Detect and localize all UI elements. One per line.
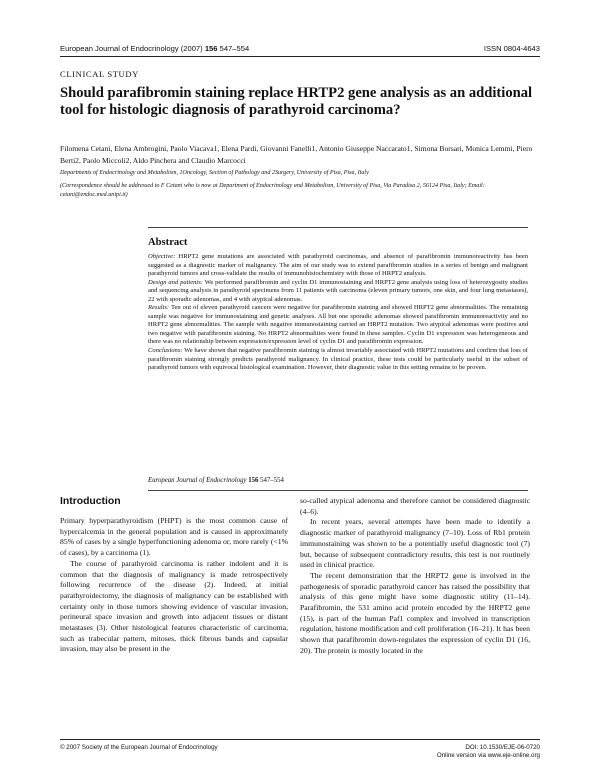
abstract-results [148,304,528,347]
footer-online[interactable]: Online version via www.eje-online.org [436,752,540,760]
correspondence-note: (Correspondence should be addressed to F Cetani who is now at Department of Endocrinology and Metabolism, University of Pisa, Via Paradisa 2, 56124 Pisa, Italy; Email: cetani@endoc.med.unipi.it) [60,183,485,198]
results-text: Ten out of eleven parathyroid cancers were negative for parafibromin staining and showed HRPT2 gene abnormalities. The remaining sample was negative for immunostaining and genetic analyses. All but one sporadic adenomas showed parafibromin immunoreactivity and no HRPT2 gene abnormalities. The sample with negative immunostaining carried an HRPT2 mutation. Two atypical adenomas were positive and two negative with parafibromin staining. No HRPT2 abnormalities were found in these samples. Cyclin D1 expression was heterogeneous and there was no relationship between expression/expression level of cyclin D1 and parafibromin expression. [148,304,528,346]
header-journal: European Journal of Endocrinology (2007) [60,44,203,53]
objective-label: Objective: [148,253,176,260]
abstract-objective [148,253,528,279]
intro-paragraph: The course of parathyroid carcinoma is rather indolent and it is common that the diagnosis of malignancy is made retrospectively following recurrence of the disease (2). Indeed, at initial parathyroidectomy, the diagnosis of malignancy can be established with certainty only in those tumors showing evidence of vascular invasion, perineural space invasion and growth into adjacent tissues or distant metastases (3). Other histological features characteristic of carcinoma, such as trabecular pattern, mitoses, thick fibrous bands and capsular invasion, may also be present in the [60,558,288,654]
introduction-heading: Introduction [60,496,121,507]
running-header-journal [60,44,249,53]
affiliations: Departments of Endocrinology and Metabolism, 1Oncology, Section of Pathology and 2Surgery, University of Pisa, Pisa, Italy [60,170,369,176]
abstract-design [148,279,528,305]
abstract-bottom-divider [148,490,528,491]
header-divider [60,56,540,57]
abstract-body [148,253,528,373]
intro-paragraph: The recent demonstration that the HRPT2 gene is involved in the pathogenesis of sporadic parathyroid cancer has raised the possibility that analysis of this gene might have some diagnostic utility (11–14). Parafibromin, the 531 amino acid protein encoded by the HRPT2 gene (15), is part of the human Paf1 complex and involved in transcription regulation, histone modification and cell proliferation (16–21). It has been shown that parafibromin down-regulates the expression of cyclin D1 (16, 20). The protein is mostly located in the [300,570,530,655]
header-pages: 547–554 [219,44,250,53]
citation-journal: European Journal of Endocrinology [148,477,247,484]
conclusions-text: We have shown that negative parafibromin staining is almost invariably associated with HRPT2 mutations and confirm that loss of parafibromin staining strongly predicts parathyroid malignancy. In clinical practice, these tests could be particularly useful in the subset of parathyroid tumors with equivocal histological examination. However, their diagnostic value in this setting remains to be proven. [148,347,528,372]
design-label: Design and patients: [148,278,203,286]
results-label: Results: [148,304,170,312]
citation-pages: 547–554 [260,477,284,484]
section-label: CLINICAL STUDY [60,69,139,79]
footer-copyright: © 2007 Society of the European Journal of Endocrinology [60,744,218,751]
citation-volume: 156 [248,477,259,484]
author-list: Filomena Cetani, Elena Ambrogini, Paolo Viacava1, Elena Pardi, Giovanni Fanelli1, Antonio Giuseppe Naccarato1, Simona Borsari, Monica Lemmi, Piero Berti2, Paolo Miccoli2, Aldo Pinchera and Claudio Marcocci [60,144,533,165]
header-volume: 156 [204,44,218,53]
header-issn: ISSN 0804-4643 [483,44,540,53]
conclusions-label: Conclusions: [148,347,183,355]
body-column-left [60,516,288,655]
design-text: We performed parafibromin and cyclin D1 immunostaining and HRPT2 gene analysis using loss of heterozygosity studies and sequencing analysis in parathyroid specimens from 11 patients with carcinoma (eleven primary tumors, one skin, and four lung metastases), 22 with sporadic adenomas, and 4 with atypical adenomas. [148,278,528,303]
footer-right [437,744,540,760]
abstract-conclusions [148,347,528,373]
body-column-right [300,496,530,657]
abstract-heading: Abstract [148,237,188,248]
footer-doi: DOI: 10.1530/EJE-06-0720 [465,744,540,751]
intro-paragraph: Primary hyperparathyroidism (PHPT) is the most common cause of hypercalcemia in the general population and is caused in approximately 85% of cases by a single hyperfunctioning adenoma or, more rarely (<1% of cases), by a carcinoma (1). [60,516,288,558]
footer-divider [60,739,540,740]
intro-paragraph: In recent years, several attempts have been made to identify a diagnostic marker of parathyroid malignancy (7–10). Loss of Rb1 protein immunostaining was shown to be a potentially useful diagnostic tool (7) but, because of subsequent contradictory results, this test is not routinely used in clinical practice. [300,517,530,570]
abstract-top-divider [148,227,528,228]
objective-text: HRPT2 gene mutations are associated with parathyroid carcinomas, and absence of parafibromin immunoreactivity has been suggested as a diagnostic marker of malignancy. The aim of our study was to extend parafibromin studies in a series of benign and malignant parathyroid tumors and cross-validate the results of immunohistochemistry with those of HRPT2 analysis. [148,253,528,278]
article-title: Should parafibromin staining replace HRTP2 gene analysis as an additional tool for histologic diagnosis of parathyroid carcinoma? [60,85,533,118]
intro-paragraph: so-called atypical adenoma and therefore cannot be considered diagnostic (4–6). [300,496,530,516]
abstract-citation [148,477,284,484]
